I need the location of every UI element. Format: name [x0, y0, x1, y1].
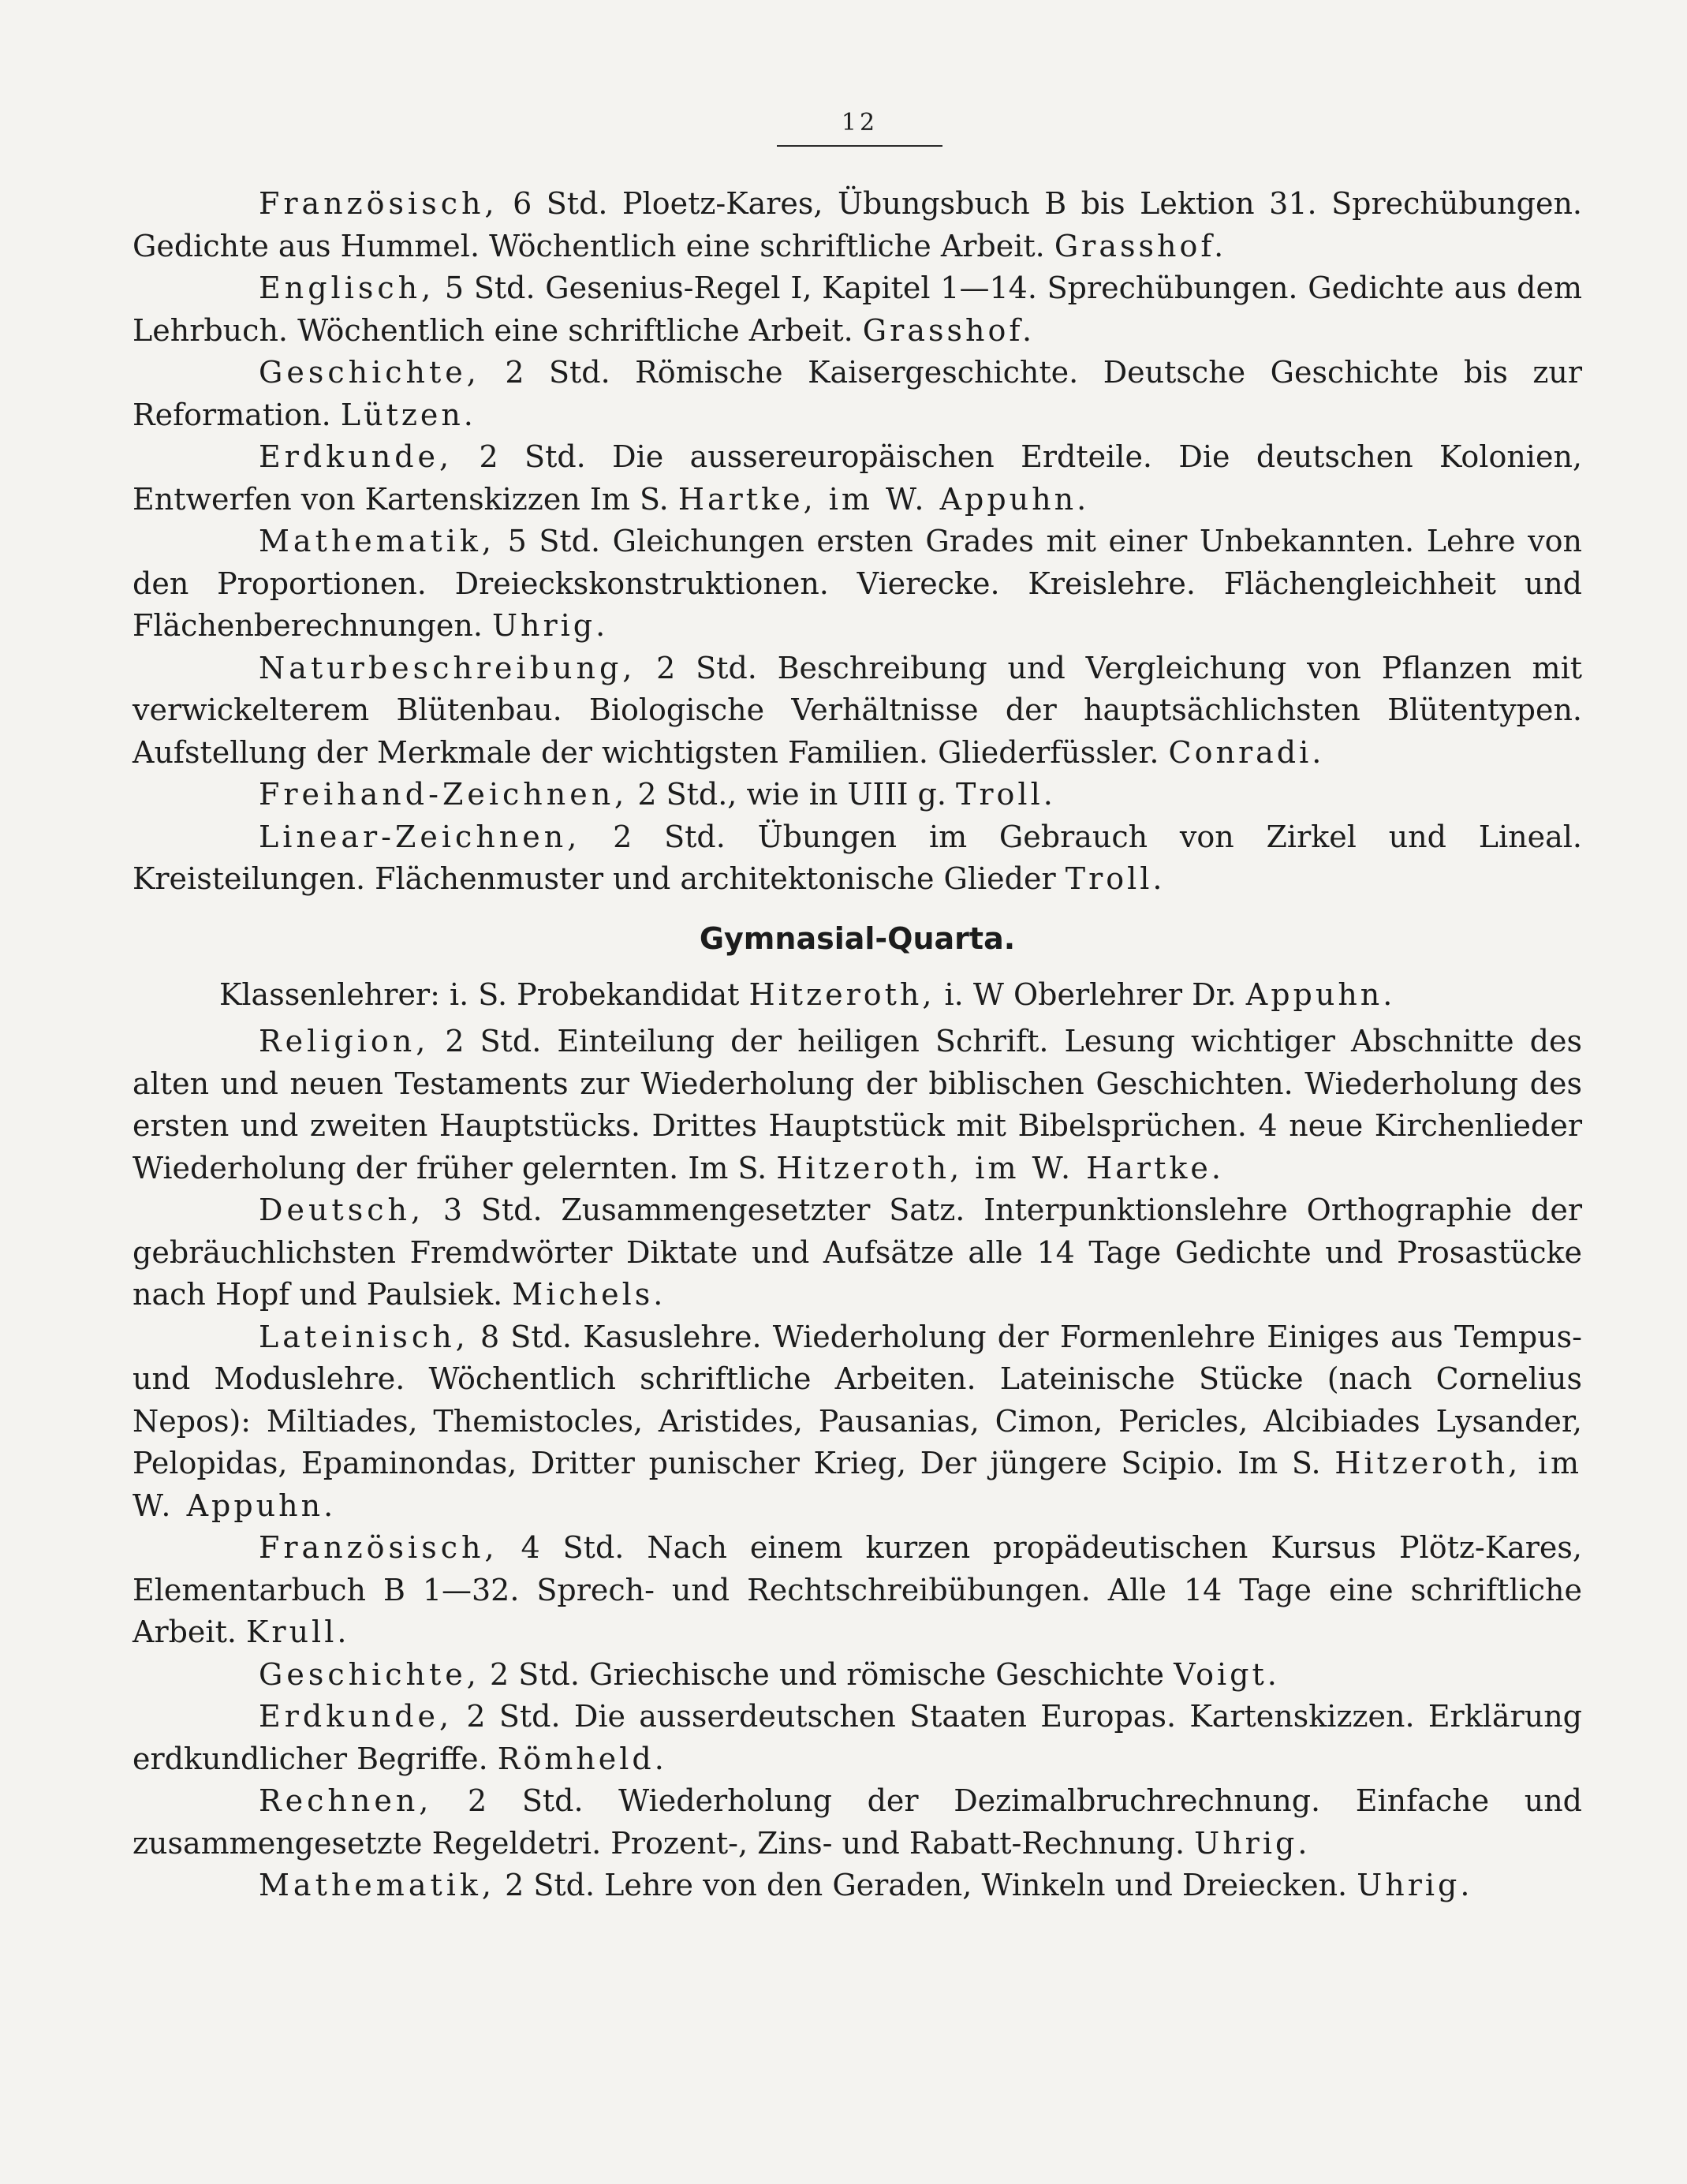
teacher-name: Uhrig.: [1194, 1825, 1311, 1861]
subject-name: Rechnen,: [259, 1783, 433, 1818]
subject-name: Mathematik,: [259, 524, 496, 558]
paragraph-text: 8 Std. Kasuslehre. Wiederholung der Formenlehre Einiges aus Tempus- und Moduslehre. Wöchentlich schriftliche Arbeiten. Lateinische Stücke (nach Cornelius Nepos): Miltiades, Themistocles, Aristides, Pausanias, Cimon, Pericles, Alcibiades Lysander, Pelopidas, Epaminondas, Dritter punischer Krieg, Der jüngere Scipio. Im S.: [132, 1319, 1582, 1480]
paragraph-naturbeschreibung: [132, 648, 1582, 775]
paragraph-text: 2 Std. Einteilung der heiligen Schrift. Lesung wichtiger Abschnitte des alten und neuen Testaments zur Wiederholung der biblischen Geschichten. Wiederholung des ersten und zweiten Hauptstücks. Drittes Hauptstück mit Bibelsprüchen. 4 neue Kirchenlieder Wiederholung der früher gelernten. Im S.: [132, 1024, 1582, 1185]
teacher-name: Lützen.: [340, 397, 476, 432]
subject-name: Mathematik,: [259, 1868, 496, 1902]
paragraph-text: 3 Std. Zusammengesetzter Satz. Interpunktionslehre Orthographie der gebräuchlichsten Fremdwörter Diktate und Aufsätze alle 14 Tage Gedichte und Prosastücke nach Hopf und Paulsiek.: [132, 1193, 1582, 1312]
document-body: [132, 183, 1582, 1907]
paragraph-religion: [132, 1021, 1582, 1189]
paragraph-geschichte-uiii: [132, 352, 1582, 436]
paragraph-text: 5 Std. Gesenius-Regel I, Kapitel 1—14. Sprechübungen. Gedichte aus dem Lehrbuch. Wöchentlich eine schriftliche Arbeit.: [132, 271, 1582, 348]
paragraph-geschichte-quarta: [132, 1654, 1582, 1697]
subject-name: Lateinisch,: [259, 1319, 469, 1354]
paragraph-text: 6 Std. Ploetz-Kares, Übungsbuch B bis Lektion 31. Sprechübungen. Gedichte aus Hummel. Wöchentlich eine schriftliche Arbeit.: [132, 186, 1582, 263]
paragraph-englisch: [132, 267, 1582, 352]
paragraph-erdkunde-uiii: [132, 436, 1582, 521]
class-teacher-prefix: Klassenlehrer: i. S. Probekandidat: [219, 976, 749, 1012]
paragraph-mathematik-quarta: [132, 1865, 1582, 1907]
class-teacher-name-1: Hitzeroth,: [748, 976, 935, 1012]
paragraph-text: 2 Std. Die aussereuropäischen Erdteile. Die deutschen Kolonien, Entwerfen von Kartenskizzen Im S.: [132, 439, 1582, 517]
teacher-name: Grasshof.: [1054, 228, 1227, 263]
subject-name: Französisch,: [259, 186, 498, 221]
paragraph-freihand-zeichnen: [132, 774, 1582, 816]
subject-name: Französisch,: [259, 1530, 498, 1565]
teacher-name: Troll.: [1065, 861, 1166, 896]
subject-name: Deutsch,: [259, 1193, 425, 1227]
paragraph-text: 2 Std. Lehre von den Geraden, Winkeln und Dreiecken.: [495, 1868, 1357, 1902]
subject-name: Geschichte,: [259, 1656, 480, 1692]
paragraph-text: 2 Std. Römische Kaisergeschichte. Deutsche Geschichte bis zur Reformation.: [132, 355, 1582, 432]
teacher-name: Michels.: [512, 1277, 666, 1312]
paragraph-erdkunde-quarta: [132, 1696, 1582, 1780]
class-teacher-middle: i. W Oberlehrer Dr.: [935, 976, 1246, 1012]
teacher-name: Grasshof.: [862, 312, 1036, 348]
subject-name: Freihand-Zeichnen,: [259, 777, 629, 812]
subject-name: Religion,: [259, 1024, 430, 1058]
subject-name: Erdkunde,: [259, 1699, 453, 1734]
teacher-name: Hitzeroth, im W. Appuhn.: [132, 1446, 1582, 1523]
page-number-rule: [777, 145, 942, 147]
paragraph-deutsch: [132, 1189, 1582, 1316]
paragraph-mathematik-uiii: [132, 521, 1582, 648]
subject-name: Erdkunde,: [259, 439, 453, 474]
subject-name: Geschichte,: [259, 355, 480, 390]
paragraph-text: 4 Std. Nach einem kurzen propädeutischen Kursus Plötz-Kares, Elementarbuch B 1—32. Sprech- und Rechtschreibübungen. Alle 14 Tage eine schriftliche Arbeit.: [132, 1530, 1582, 1649]
paragraph-lateinisch: [132, 1316, 1582, 1528]
paragraph-text: 2 Std. Übungen im Gebrauch von Zirkel und Lineal. Kreisteilungen. Flächenmuster und architektonische Glieder: [132, 819, 1582, 896]
subject-name: Linear-Zeichnen,: [259, 819, 581, 854]
subject-name: Naturbeschreibung,: [259, 650, 636, 685]
teacher-name: Hartke, im W. Appuhn.: [677, 481, 1090, 517]
teacher-name: Conradi.: [1168, 734, 1325, 770]
teacher-name: Römheld.: [497, 1741, 667, 1776]
paragraph-text: 2 Std., wie in UIII g.: [628, 777, 957, 812]
paragraph-franzoesisch-uiii: [132, 183, 1582, 267]
teacher-name: Uhrig.: [1357, 1868, 1473, 1902]
paragraph-text: 2 Std. Griechische und römische Geschichte: [480, 1656, 1174, 1692]
paragraph-linear-zeichnen: [132, 816, 1582, 901]
teacher-name: Troll.: [956, 777, 1056, 812]
paragraph-text: 2 Std. Beschreibung und Vergleichung von Pflanzen mit verwickelterem Blütenbau. Biologische Verhältnisse der hauptsächlichsten Blütentypen. Aufstellung der Merkmale der wichtigsten Familien. Gliederfüssler.: [132, 650, 1582, 770]
teacher-name: Hitzeroth, im W. Hartke.: [776, 1150, 1224, 1185]
page-number: 12: [841, 109, 879, 136]
paragraph-text: 2 Std. Die ausserdeutschen Staaten Europas. Kartenskizzen. Erklärung erdkundlicher Begriffe.: [132, 1699, 1582, 1776]
class-teacher-line: [132, 974, 1582, 1017]
paragraph-text: 5 Std. Gleichungen ersten Grades mit einer Unbekannten. Lehre von den Proportionen. Dreieckskonstruktionen. Vierecke. Kreislehre. Flächengleichheit und Flächenberechnungen.: [132, 524, 1582, 643]
class-teacher-name-2: Appuhn.: [1245, 976, 1396, 1012]
paragraph-franzoesisch-quarta: [132, 1527, 1582, 1654]
subject-name: Englisch,: [259, 271, 435, 305]
teacher-name: Krull.: [246, 1615, 350, 1649]
paragraph-rechnen: [132, 1780, 1582, 1865]
teacher-name: Uhrig.: [491, 608, 609, 643]
section-heading: Gymnasial-Quarta.: [699, 920, 1016, 956]
teacher-name: Voigt.: [1174, 1656, 1280, 1692]
paragraph-text: 2 Std. Wiederholung der Dezimalbruchrechnung. Einfache und zusammengesetzte Regeldetri. Prozent-, Zins- und Rabatt-Rechnung.: [132, 1783, 1582, 1861]
